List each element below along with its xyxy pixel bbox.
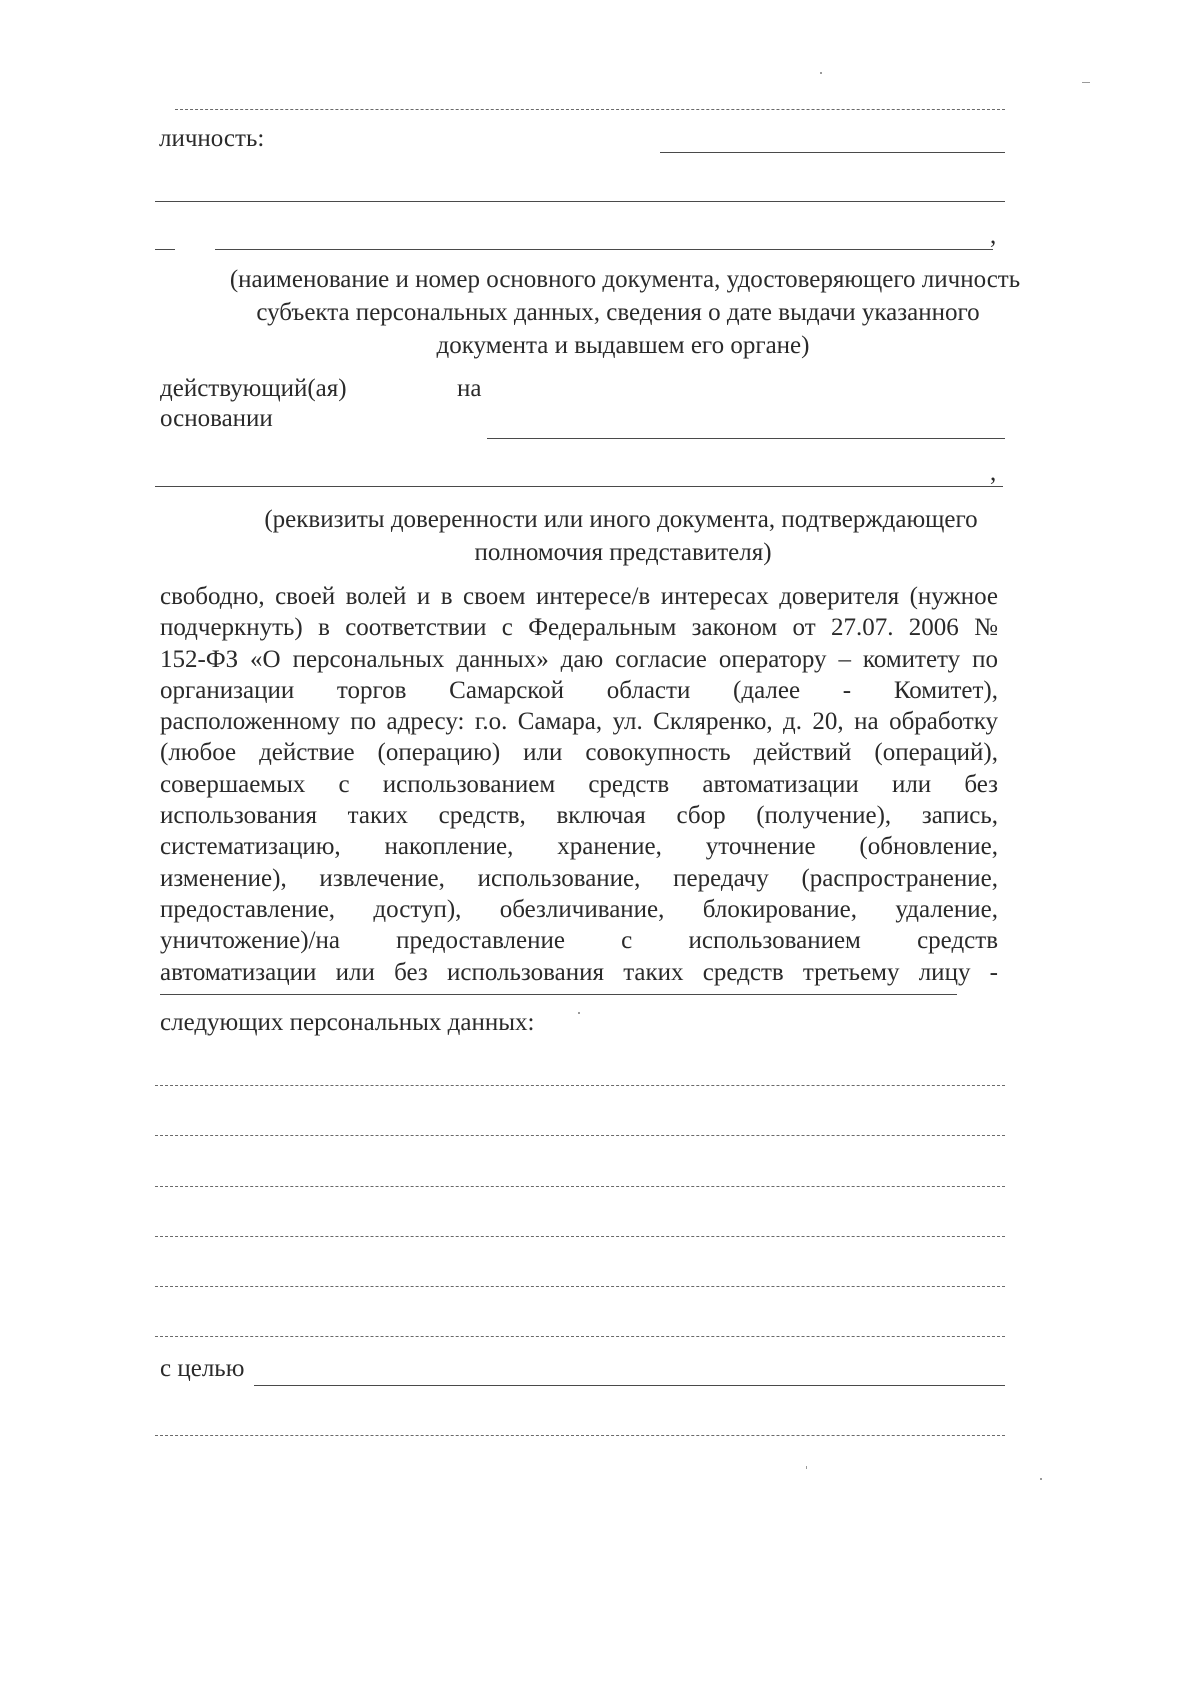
caption-identity-line-1: (наименование и номер основного документа, удостоверяющего личность [229,266,1021,293]
scan-speck [1040,1478,1042,1480]
basis-field-line-1[interactable] [487,438,1005,439]
consent-line-5: расположенному по адресу: г.о. Самара, ул. Скляренко, д. 20, на обработку [160,708,998,736]
identity-field-line-2[interactable] [155,201,1005,202]
blank-line-top [175,109,1005,110]
data-field-line-4[interactable] [155,1236,1005,1237]
consent-line-7: совершаемых с использованием средств автоматизации или без [160,770,998,798]
consent-line-13: автоматизации или без использования таких средств третьему лицу - [160,958,998,986]
data-field-line-3[interactable] [155,1186,1005,1187]
consent-line-4: организации торгов Самарской области (далее - Комитет), [160,676,998,704]
caption-authority-line-1: (реквизиты доверенности или иного документа, подтверждающего [264,506,978,533]
identity-field-line-3[interactable] [215,249,993,250]
consent-line-1: свободно, своей волей и в своем интересе/в интересах доверителя (нужное [160,583,998,610]
scan-speck [806,1466,807,1469]
identity-field-line-1[interactable] [660,152,1005,153]
third-party-field-line[interactable] [160,994,957,995]
caption-authority-line-2: полномочия представителя) [474,539,772,566]
consent-line-11: предоставление, доступ), обезличивание, блокирование, удаление, [160,895,998,923]
data-field-line-5[interactable] [155,1286,1005,1287]
caption-identity-line-3: документа и выдавшем его органе) [436,332,810,359]
comma-mark: , [990,222,997,249]
consent-line-9: систематизацию, накопление, хранение, уточнение (обновление, [160,833,998,861]
label-basis: основании [160,405,273,432]
data-field-line-6[interactable] [155,1336,1005,1337]
consent-text [160,581,998,988]
consent-line-6: (любое действие (операцию) или совокупность действий (операций), [160,739,998,767]
label-purpose: с целью [160,1355,245,1382]
data-field-line-1[interactable] [155,1085,1005,1086]
label-identity: личность: [159,125,265,152]
consent-line-12: уничтожение)/на предоставление с использованием средств [160,927,998,955]
purpose-field-line-2[interactable] [155,1435,1005,1436]
label-acting: действующий(ая) [160,375,347,402]
comma-mark-2: , [990,459,997,486]
caption-identity-line-2: субъекта персональных данных, сведения о дате выдачи указанного [256,299,980,326]
caption-identity [160,263,1090,362]
scan-speck [820,72,822,74]
consent-line-2: подчеркнуть) в соответствии с Федеральным законом от 27.07. 2006 № [160,614,998,642]
caption-authority [160,503,1090,569]
data-field-line-2[interactable] [155,1135,1005,1136]
consent-line-10: изменение), извлечение, использование, передачу (распространение, [160,864,998,892]
consent-line-8: использования таких средств, включая сбор (получение), запись, [160,802,998,830]
basis-field-line-2[interactable] [155,486,1003,487]
identity-field-line-3-prefix [155,249,175,250]
label-on: на [457,375,482,402]
consent-line-3: 152-ФЗ «О персональных данных» даю согласие оператору – комитету по [160,645,998,673]
scan-speck [1082,82,1090,83]
label-following-data: следующих персональных данных: [160,1009,535,1036]
scan-speck [578,1012,580,1014]
purpose-field-line-1[interactable] [254,1385,1005,1386]
